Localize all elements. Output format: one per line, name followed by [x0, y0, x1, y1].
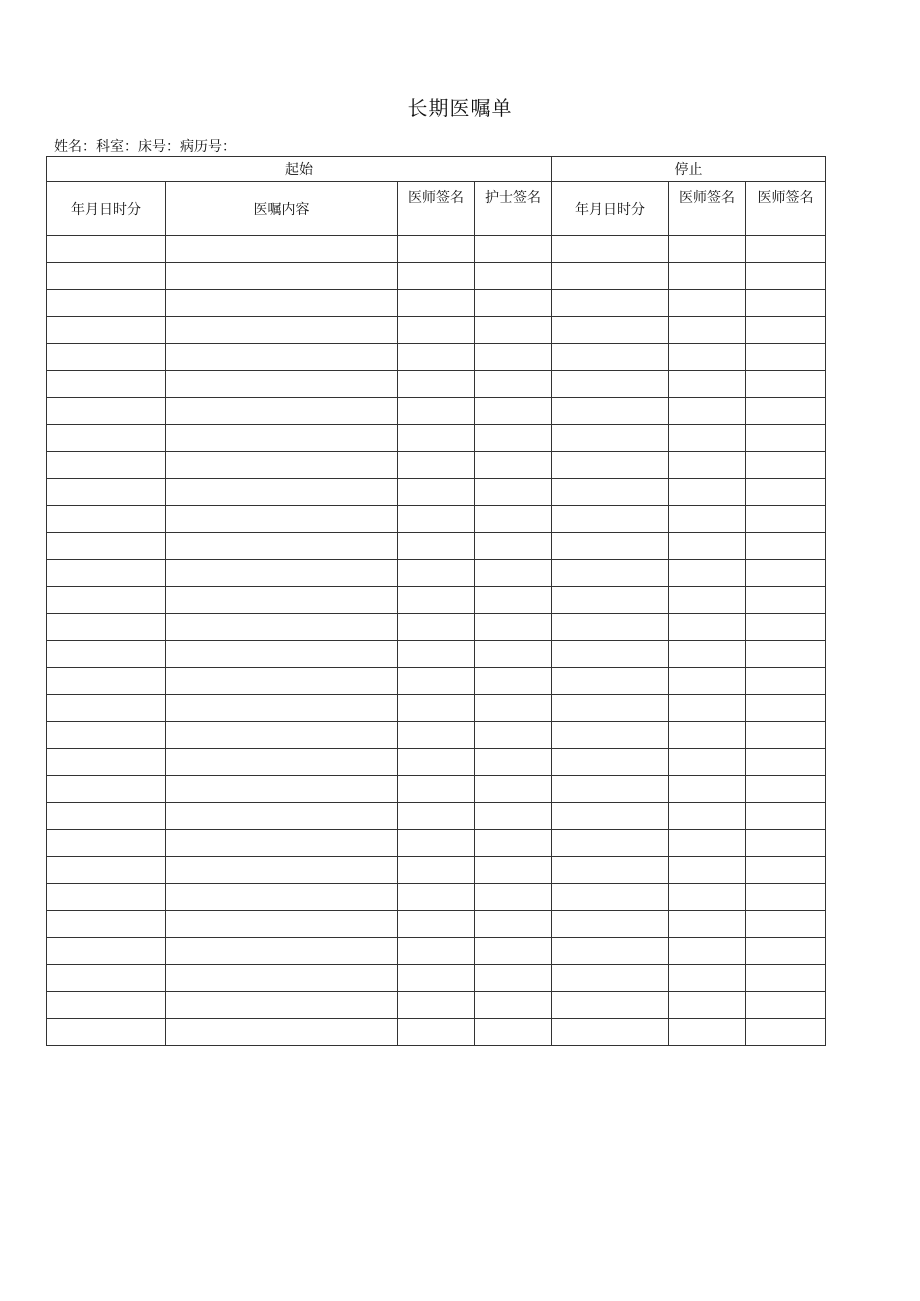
- cell-start-time: [47, 506, 166, 533]
- cell-order-content: [166, 236, 398, 263]
- cell-stop-doctor-sign: [669, 479, 746, 506]
- cell-stop-doctor-sign: [669, 317, 746, 344]
- cell-stop-doctor-sign-2: [746, 317, 826, 344]
- cell-start-doctor-sign: [398, 884, 475, 911]
- table-row: [47, 641, 826, 668]
- cell-start-nurse-sign: [475, 425, 552, 452]
- table-row: [47, 776, 826, 803]
- long-term-orders-table: [46, 156, 826, 1046]
- table-row: [47, 911, 826, 938]
- table-row: [47, 479, 826, 506]
- cell-start-doctor-sign: [398, 830, 475, 857]
- cell-stop-time: [552, 803, 669, 830]
- cell-start-doctor-sign: [398, 344, 475, 371]
- cell-stop-doctor-sign: [669, 452, 746, 479]
- cell-order-content: [166, 965, 398, 992]
- cell-start-time: [47, 344, 166, 371]
- cell-start-nurse-sign: [475, 803, 552, 830]
- cell-start-doctor-sign: [398, 236, 475, 263]
- cell-start-nurse-sign: [475, 614, 552, 641]
- cell-start-time: [47, 560, 166, 587]
- cell-start-nurse-sign: [475, 776, 552, 803]
- cell-start-time: [47, 1019, 166, 1046]
- header-stop-doctor-sign: 医师签名: [669, 182, 746, 236]
- cell-start-nurse-sign: [475, 668, 552, 695]
- cell-start-doctor-sign: [398, 938, 475, 965]
- cell-stop-doctor-sign-2: [746, 452, 826, 479]
- cell-start-nurse-sign: [475, 938, 552, 965]
- cell-stop-doctor-sign: [669, 425, 746, 452]
- table-row: [47, 695, 826, 722]
- cell-order-content: [166, 1019, 398, 1046]
- cell-start-doctor-sign: [398, 1019, 475, 1046]
- cell-stop-doctor-sign: [669, 641, 746, 668]
- cell-order-content: [166, 263, 398, 290]
- cell-start-doctor-sign: [398, 614, 475, 641]
- cell-stop-doctor-sign: [669, 290, 746, 317]
- table-row: [47, 425, 826, 452]
- cell-stop-doctor-sign-2: [746, 803, 826, 830]
- table-row: [47, 506, 826, 533]
- cell-start-doctor-sign: [398, 533, 475, 560]
- cell-order-content: [166, 722, 398, 749]
- table-row: [47, 236, 826, 263]
- cell-order-content: [166, 317, 398, 344]
- cell-stop-time: [552, 749, 669, 776]
- cell-stop-doctor-sign-2: [746, 344, 826, 371]
- cell-start-time: [47, 668, 166, 695]
- cell-order-content: [166, 803, 398, 830]
- cell-order-content: [166, 668, 398, 695]
- cell-start-doctor-sign: [398, 290, 475, 317]
- cell-start-doctor-sign: [398, 263, 475, 290]
- cell-stop-doctor-sign: [669, 614, 746, 641]
- cell-start-nurse-sign: [475, 722, 552, 749]
- cell-stop-time: [552, 236, 669, 263]
- group-header-row: [47, 157, 826, 182]
- cell-start-nurse-sign: [475, 344, 552, 371]
- cell-start-doctor-sign: [398, 398, 475, 425]
- cell-order-content: [166, 587, 398, 614]
- cell-order-content: [166, 479, 398, 506]
- cell-start-doctor-sign: [398, 641, 475, 668]
- cell-order-content: [166, 857, 398, 884]
- cell-stop-time: [552, 1019, 669, 1046]
- cell-stop-doctor-sign: [669, 236, 746, 263]
- cell-order-content: [166, 749, 398, 776]
- cell-start-nurse-sign: [475, 695, 552, 722]
- cell-start-time: [47, 614, 166, 641]
- cell-stop-doctor-sign-2: [746, 641, 826, 668]
- cell-stop-doctor-sign: [669, 749, 746, 776]
- cell-order-content: [166, 425, 398, 452]
- table-row: [47, 884, 826, 911]
- cell-order-content: [166, 938, 398, 965]
- cell-stop-doctor-sign-2: [746, 290, 826, 317]
- cell-start-doctor-sign: [398, 965, 475, 992]
- cell-order-content: [166, 560, 398, 587]
- cell-start-time: [47, 884, 166, 911]
- cell-start-nurse-sign: [475, 830, 552, 857]
- cell-start-doctor-sign: [398, 749, 475, 776]
- cell-stop-time: [552, 965, 669, 992]
- cell-order-content: [166, 344, 398, 371]
- cell-start-nurse-sign: [475, 290, 552, 317]
- cell-stop-doctor-sign: [669, 533, 746, 560]
- cell-start-nurse-sign: [475, 857, 552, 884]
- cell-stop-doctor-sign-2: [746, 668, 826, 695]
- column-header-row: [47, 182, 826, 236]
- cell-order-content: [166, 533, 398, 560]
- cell-start-time: [47, 533, 166, 560]
- cell-start-nurse-sign: [475, 1019, 552, 1046]
- cell-start-nurse-sign: [475, 965, 552, 992]
- table-row: [47, 371, 826, 398]
- cell-stop-doctor-sign-2: [746, 857, 826, 884]
- cell-start-time: [47, 290, 166, 317]
- cell-start-doctor-sign: [398, 317, 475, 344]
- cell-start-time: [47, 965, 166, 992]
- cell-start-time: [47, 263, 166, 290]
- cell-stop-doctor-sign-2: [746, 587, 826, 614]
- group-header-start: 起始: [47, 157, 552, 182]
- cell-stop-doctor-sign-2: [746, 614, 826, 641]
- cell-start-time: [47, 722, 166, 749]
- cell-start-nurse-sign: [475, 560, 552, 587]
- table-row: [47, 857, 826, 884]
- cell-stop-time: [552, 398, 669, 425]
- cell-stop-doctor-sign-2: [746, 722, 826, 749]
- cell-start-time: [47, 641, 166, 668]
- cell-stop-doctor-sign-2: [746, 236, 826, 263]
- cell-stop-time: [552, 263, 669, 290]
- cell-start-doctor-sign: [398, 722, 475, 749]
- table-row: [47, 992, 826, 1019]
- cell-stop-time: [552, 506, 669, 533]
- cell-stop-doctor-sign: [669, 668, 746, 695]
- cell-stop-time: [552, 290, 669, 317]
- cell-stop-time: [552, 533, 669, 560]
- cell-stop-time: [552, 560, 669, 587]
- cell-start-doctor-sign: [398, 992, 475, 1019]
- cell-stop-doctor-sign: [669, 992, 746, 1019]
- table-row: [47, 749, 826, 776]
- table-row: [47, 722, 826, 749]
- cell-stop-doctor-sign-2: [746, 911, 826, 938]
- cell-start-time: [47, 992, 166, 1019]
- cell-start-doctor-sign: [398, 506, 475, 533]
- cell-start-time: [47, 857, 166, 884]
- cell-stop-time: [552, 938, 669, 965]
- cell-stop-doctor-sign-2: [746, 263, 826, 290]
- table-row: [47, 344, 826, 371]
- cell-stop-doctor-sign: [669, 398, 746, 425]
- cell-stop-doctor-sign: [669, 911, 746, 938]
- header-stop-time: 年月日时分: [552, 182, 669, 236]
- cell-start-time: [47, 371, 166, 398]
- cell-order-content: [166, 641, 398, 668]
- table-row: [47, 614, 826, 641]
- cell-start-nurse-sign: [475, 236, 552, 263]
- cell-stop-time: [552, 614, 669, 641]
- cell-order-content: [166, 506, 398, 533]
- table-row: [47, 587, 826, 614]
- table-row: [47, 533, 826, 560]
- cell-stop-doctor-sign-2: [746, 371, 826, 398]
- cell-stop-time: [552, 695, 669, 722]
- cell-start-nurse-sign: [475, 398, 552, 425]
- cell-stop-doctor-sign-2: [746, 749, 826, 776]
- cell-start-time: [47, 425, 166, 452]
- table-row: [47, 1019, 826, 1046]
- cell-stop-time: [552, 587, 669, 614]
- cell-start-doctor-sign: [398, 425, 475, 452]
- cell-stop-doctor-sign: [669, 776, 746, 803]
- table-row: [47, 560, 826, 587]
- cell-stop-doctor-sign: [669, 857, 746, 884]
- header-start-doctor-sign: 医师签名: [398, 182, 475, 236]
- cell-stop-doctor-sign-2: [746, 884, 826, 911]
- cell-stop-time: [552, 722, 669, 749]
- cell-stop-doctor-sign: [669, 803, 746, 830]
- cell-stop-doctor-sign-2: [746, 425, 826, 452]
- cell-start-nurse-sign: [475, 749, 552, 776]
- cell-order-content: [166, 884, 398, 911]
- cell-start-doctor-sign: [398, 479, 475, 506]
- cell-start-nurse-sign: [475, 587, 552, 614]
- cell-stop-doctor-sign: [669, 371, 746, 398]
- cell-stop-doctor-sign-2: [746, 992, 826, 1019]
- cell-stop-doctor-sign: [669, 695, 746, 722]
- cell-start-doctor-sign: [398, 776, 475, 803]
- cell-order-content: [166, 830, 398, 857]
- cell-stop-time: [552, 857, 669, 884]
- cell-order-content: [166, 776, 398, 803]
- cell-stop-doctor-sign: [669, 938, 746, 965]
- group-header-stop: 停止: [552, 157, 826, 182]
- cell-start-nurse-sign: [475, 371, 552, 398]
- cell-order-content: [166, 614, 398, 641]
- cell-stop-time: [552, 776, 669, 803]
- cell-order-content: [166, 290, 398, 317]
- cell-start-time: [47, 452, 166, 479]
- cell-start-nurse-sign: [475, 884, 552, 911]
- header-order-content: 医嘱内容: [166, 182, 398, 236]
- header-start-time: 年月日时分: [47, 182, 166, 236]
- cell-stop-time: [552, 911, 669, 938]
- cell-stop-doctor-sign-2: [746, 1019, 826, 1046]
- header-start-nurse-sign: 护士签名: [475, 182, 552, 236]
- cell-stop-doctor-sign: [669, 506, 746, 533]
- cell-stop-time: [552, 830, 669, 857]
- cell-start-nurse-sign: [475, 533, 552, 560]
- patient-info-line: 姓名：科室：床号：病历号：: [54, 139, 236, 155]
- cell-start-doctor-sign: [398, 587, 475, 614]
- cell-stop-doctor-sign: [669, 560, 746, 587]
- cell-stop-time: [552, 992, 669, 1019]
- table-row: [47, 398, 826, 425]
- cell-start-time: [47, 776, 166, 803]
- table-row: [47, 803, 826, 830]
- cell-start-nurse-sign: [475, 641, 552, 668]
- cell-stop-time: [552, 317, 669, 344]
- cell-stop-doctor-sign-2: [746, 479, 826, 506]
- cell-stop-time: [552, 479, 669, 506]
- cell-stop-doctor-sign: [669, 722, 746, 749]
- table-row: [47, 830, 826, 857]
- cell-start-time: [47, 236, 166, 263]
- cell-stop-doctor-sign: [669, 965, 746, 992]
- table-row: [47, 938, 826, 965]
- cell-stop-doctor-sign: [669, 884, 746, 911]
- cell-stop-doctor-sign: [669, 344, 746, 371]
- cell-start-doctor-sign: [398, 560, 475, 587]
- cell-stop-doctor-sign-2: [746, 695, 826, 722]
- cell-start-time: [47, 803, 166, 830]
- table-row: [47, 668, 826, 695]
- table-row: [47, 263, 826, 290]
- cell-start-time: [47, 587, 166, 614]
- cell-stop-doctor-sign-2: [746, 560, 826, 587]
- cell-stop-time: [552, 668, 669, 695]
- cell-order-content: [166, 371, 398, 398]
- cell-order-content: [166, 452, 398, 479]
- cell-stop-doctor-sign-2: [746, 965, 826, 992]
- cell-stop-time: [552, 371, 669, 398]
- cell-start-time: [47, 938, 166, 965]
- cell-start-doctor-sign: [398, 857, 475, 884]
- cell-stop-doctor-sign-2: [746, 776, 826, 803]
- cell-start-doctor-sign: [398, 803, 475, 830]
- cell-stop-doctor-sign: [669, 263, 746, 290]
- cell-order-content: [166, 398, 398, 425]
- cell-start-nurse-sign: [475, 317, 552, 344]
- table-row: [47, 965, 826, 992]
- cell-start-doctor-sign: [398, 695, 475, 722]
- table-row: [47, 452, 826, 479]
- cell-stop-time: [552, 884, 669, 911]
- cell-start-nurse-sign: [475, 506, 552, 533]
- cell-start-time: [47, 830, 166, 857]
- cell-stop-doctor-sign-2: [746, 506, 826, 533]
- cell-stop-doctor-sign-2: [746, 830, 826, 857]
- cell-start-nurse-sign: [475, 992, 552, 1019]
- cell-start-time: [47, 911, 166, 938]
- cell-stop-doctor-sign-2: [746, 533, 826, 560]
- cell-stop-time: [552, 344, 669, 371]
- cell-start-doctor-sign: [398, 668, 475, 695]
- cell-start-doctor-sign: [398, 452, 475, 479]
- cell-order-content: [166, 911, 398, 938]
- cell-start-nurse-sign: [475, 479, 552, 506]
- cell-start-doctor-sign: [398, 911, 475, 938]
- cell-start-nurse-sign: [475, 911, 552, 938]
- cell-start-doctor-sign: [398, 371, 475, 398]
- cell-stop-doctor-sign: [669, 1019, 746, 1046]
- cell-stop-time: [552, 452, 669, 479]
- cell-start-time: [47, 695, 166, 722]
- cell-start-time: [47, 398, 166, 425]
- document-title: 长期医嘱单: [407, 96, 513, 120]
- cell-start-nurse-sign: [475, 452, 552, 479]
- cell-start-time: [47, 317, 166, 344]
- header-stop-doctor-sign-2: 医师签名: [746, 182, 826, 236]
- cell-start-time: [47, 479, 166, 506]
- cell-stop-doctor-sign-2: [746, 938, 826, 965]
- cell-stop-doctor-sign: [669, 587, 746, 614]
- cell-start-nurse-sign: [475, 263, 552, 290]
- cell-order-content: [166, 992, 398, 1019]
- cell-start-time: [47, 749, 166, 776]
- cell-stop-doctor-sign-2: [746, 398, 826, 425]
- cell-stop-time: [552, 425, 669, 452]
- cell-stop-doctor-sign: [669, 830, 746, 857]
- cell-stop-time: [552, 641, 669, 668]
- table-row: [47, 317, 826, 344]
- table-row: [47, 290, 826, 317]
- cell-order-content: [166, 695, 398, 722]
